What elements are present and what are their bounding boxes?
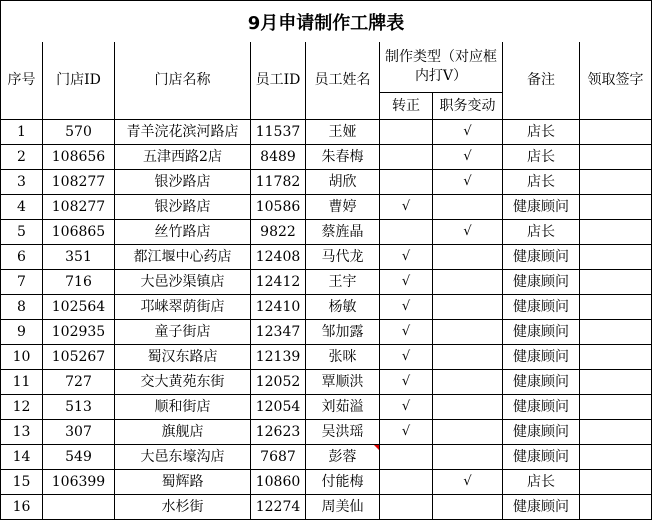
row-store-name: 青羊浣花滨河路店: [115, 120, 251, 145]
row-type-zhiwu-check: [433, 295, 503, 320]
row-type-zhuanzheng-check: [380, 145, 433, 170]
row-employee-id: 8489: [251, 145, 306, 170]
row-remark: 健康顾问: [503, 295, 580, 320]
row-seq: 11: [0, 370, 43, 395]
row-type-zhiwu-check: [433, 445, 503, 470]
row-employee-id: 11537: [251, 120, 306, 145]
row-seq: 2: [0, 145, 43, 170]
row-employee-name: 马代龙: [306, 245, 380, 270]
row-store-id: 727: [43, 370, 115, 395]
header-employee-id: 员工ID: [251, 42, 306, 120]
row-remark: 健康顾问: [503, 320, 580, 345]
row-store-name: 银沙路店: [115, 195, 251, 220]
row-remark: 健康顾问: [503, 245, 580, 270]
row-store-name: 大邑东壕沟店: [115, 445, 251, 470]
row-employee-name: 朱春梅: [306, 145, 380, 170]
row-remark: 健康顾问: [503, 345, 580, 370]
row-remark: 健康顾问: [503, 445, 580, 470]
row-type-zhiwu-check: [433, 270, 503, 295]
row-seq: 7: [0, 270, 43, 295]
row-type-zhiwu-check: √: [433, 220, 503, 245]
row-employee-id: 12412: [251, 270, 306, 295]
row-seq: 15: [0, 470, 43, 495]
row-store-id: 102564: [43, 295, 115, 320]
row-sign-cell: [580, 445, 652, 470]
row-seq: 12: [0, 395, 43, 420]
row-type-zhuanzheng-check: √: [380, 370, 433, 395]
row-seq: 6: [0, 245, 43, 270]
header-employee-name: 员工姓名: [306, 42, 380, 120]
row-seq: 16: [0, 495, 43, 520]
row-employee-id: 9822: [251, 220, 306, 245]
row-remark: 店长: [503, 220, 580, 245]
row-type-zhiwu-check: [433, 395, 503, 420]
row-seq: 1: [0, 120, 43, 145]
row-sign-cell: [580, 395, 652, 420]
row-seq: 14: [0, 445, 43, 470]
row-sign-cell: [580, 145, 652, 170]
row-employee-name: 邹加露: [306, 320, 380, 345]
header-store-name: 门店名称: [115, 42, 251, 120]
row-remark: 店长: [503, 470, 580, 495]
row-store-name: 银沙路店: [115, 170, 251, 195]
row-employee-name: 曹婷: [306, 195, 380, 220]
row-sign-cell: [580, 245, 652, 270]
row-type-zhiwu-check: √: [433, 470, 503, 495]
row-employee-name: 王娅: [306, 120, 380, 145]
row-store-id: 108656: [43, 145, 115, 170]
row-sign-cell: [580, 195, 652, 220]
row-type-zhuanzheng-check: √: [380, 270, 433, 295]
row-employee-name: 张咪: [306, 345, 380, 370]
row-store-name: 水杉街: [115, 495, 251, 520]
header-type-group: 制作类型（对应框内打V）: [380, 42, 503, 93]
row-store-name: 都江堰中心药店: [115, 245, 251, 270]
row-sign-cell: [580, 295, 652, 320]
row-employee-id: 11782: [251, 170, 306, 195]
row-type-zhiwu-check: [433, 320, 503, 345]
row-employee-id: 12623: [251, 420, 306, 445]
row-sign-cell: [580, 170, 652, 195]
row-seq: 8: [0, 295, 43, 320]
row-seq: 9: [0, 320, 43, 345]
row-type-zhuanzheng-check: √: [380, 420, 433, 445]
row-store-name: 邛崃翠荫街店: [115, 295, 251, 320]
row-remark: 健康顾问: [503, 195, 580, 220]
row-employee-id: 12347: [251, 320, 306, 345]
row-type-zhiwu-check: [433, 195, 503, 220]
row-type-zhuanzheng-check: [380, 470, 433, 495]
row-store-id: 102935: [43, 320, 115, 345]
row-employee-name: 刘茹溢: [306, 395, 380, 420]
row-type-zhuanzheng-check: [380, 170, 433, 195]
row-type-zhuanzheng-check: [380, 120, 433, 145]
row-sign-cell: [580, 270, 652, 295]
row-type-zhiwu-check: [433, 495, 503, 520]
header-store-id: 门店ID: [43, 42, 115, 120]
row-sign-cell: [580, 370, 652, 395]
row-remark: 健康顾问: [503, 495, 580, 520]
row-employee-name: 蔡旌晶: [306, 220, 380, 245]
row-employee-id: 12408: [251, 245, 306, 270]
row-store-id: 570: [43, 120, 115, 145]
row-store-name: 童子街店: [115, 320, 251, 345]
row-remark: 健康顾问: [503, 270, 580, 295]
row-store-name: 五津西路2店: [115, 145, 251, 170]
header-remark: 备注: [503, 42, 580, 120]
row-seq: 5: [0, 220, 43, 245]
row-seq: 13: [0, 420, 43, 445]
row-store-id: 106399: [43, 470, 115, 495]
header-sign: 领取签字: [580, 42, 652, 120]
row-store-name: 蜀辉路: [115, 470, 251, 495]
row-employee-id: 10586: [251, 195, 306, 220]
row-store-id: 716: [43, 270, 115, 295]
row-type-zhuanzheng-check: [380, 220, 433, 245]
row-store-id: 549: [43, 445, 115, 470]
row-store-id: 108277: [43, 170, 115, 195]
row-employee-id: 12052: [251, 370, 306, 395]
row-employee-name: 胡欣: [306, 170, 380, 195]
row-employee-name: 王宇: [306, 270, 380, 295]
row-type-zhiwu-check: √: [433, 145, 503, 170]
row-store-id: 105267: [43, 345, 115, 370]
row-employee-id: 12054: [251, 395, 306, 420]
row-type-zhiwu-check: [433, 420, 503, 445]
row-seq: 10: [0, 345, 43, 370]
row-type-zhiwu-check: [433, 370, 503, 395]
sheet-title: 9月申请制作工牌表: [0, 0, 652, 42]
row-sign-cell: [580, 320, 652, 345]
row-store-id: 106865: [43, 220, 115, 245]
row-type-zhiwu-check: √: [433, 170, 503, 195]
row-employee-name: 周美仙: [306, 495, 380, 520]
row-employee-id: 12274: [251, 495, 306, 520]
row-store-name: 交大黄苑东街: [115, 370, 251, 395]
row-employee-name: 彭蓉: [306, 445, 380, 470]
header-type-zhiwu: 职务变动: [433, 93, 503, 120]
row-store-id: 108277: [43, 195, 115, 220]
row-type-zhuanzheng-check: √: [380, 395, 433, 420]
row-store-name: 蜀汉东路店: [115, 345, 251, 370]
row-remark: 店长: [503, 170, 580, 195]
row-type-zhuanzheng-check: [380, 445, 433, 470]
row-store-name: 大邑沙渠镇店: [115, 270, 251, 295]
row-type-zhuanzheng-check: [380, 495, 433, 520]
row-type-zhuanzheng-check: √: [380, 195, 433, 220]
row-remark: 健康顾问: [503, 420, 580, 445]
comment-indicator[interactable]: [374, 445, 379, 450]
row-type-zhuanzheng-check: √: [380, 295, 433, 320]
row-employee-id: 7687: [251, 445, 306, 470]
row-employee-id: 12139: [251, 345, 306, 370]
row-type-zhuanzheng-check: √: [380, 245, 433, 270]
row-employee-name: 付能梅: [306, 470, 380, 495]
row-seq: 3: [0, 170, 43, 195]
row-type-zhiwu-check: √: [433, 120, 503, 145]
row-employee-name: 覃顺洪: [306, 370, 380, 395]
row-store-id: [43, 495, 115, 520]
row-remark: 店长: [503, 145, 580, 170]
row-employee-name: 吴洪瑶: [306, 420, 380, 445]
row-type-zhuanzheng-check: √: [380, 345, 433, 370]
row-type-zhiwu-check: [433, 345, 503, 370]
row-store-name: 顺和街店: [115, 395, 251, 420]
header-seq: 序号: [0, 42, 43, 120]
row-employee-name: 杨敏: [306, 295, 380, 320]
row-remark: 店长: [503, 120, 580, 145]
row-sign-cell: [580, 495, 652, 520]
row-sign-cell: [580, 470, 652, 495]
row-store-id: 351: [43, 245, 115, 270]
row-employee-id: 10860: [251, 470, 306, 495]
header-type-zhuanzheng: 转正: [380, 93, 433, 120]
row-type-zhiwu-check: [433, 245, 503, 270]
row-store-name: 旗舰店: [115, 420, 251, 445]
row-sign-cell: [580, 420, 652, 445]
row-type-zhuanzheng-check: √: [380, 320, 433, 345]
row-sign-cell: [580, 220, 652, 245]
row-employee-id: 12410: [251, 295, 306, 320]
row-store-id: 307: [43, 420, 115, 445]
row-sign-cell: [580, 345, 652, 370]
row-store-name: 丝竹路店: [115, 220, 251, 245]
row-seq: 4: [0, 195, 43, 220]
row-remark: 健康顾问: [503, 370, 580, 395]
row-store-id: 513: [43, 395, 115, 420]
row-remark: 健康顾问: [503, 395, 580, 420]
row-sign-cell: [580, 120, 652, 145]
